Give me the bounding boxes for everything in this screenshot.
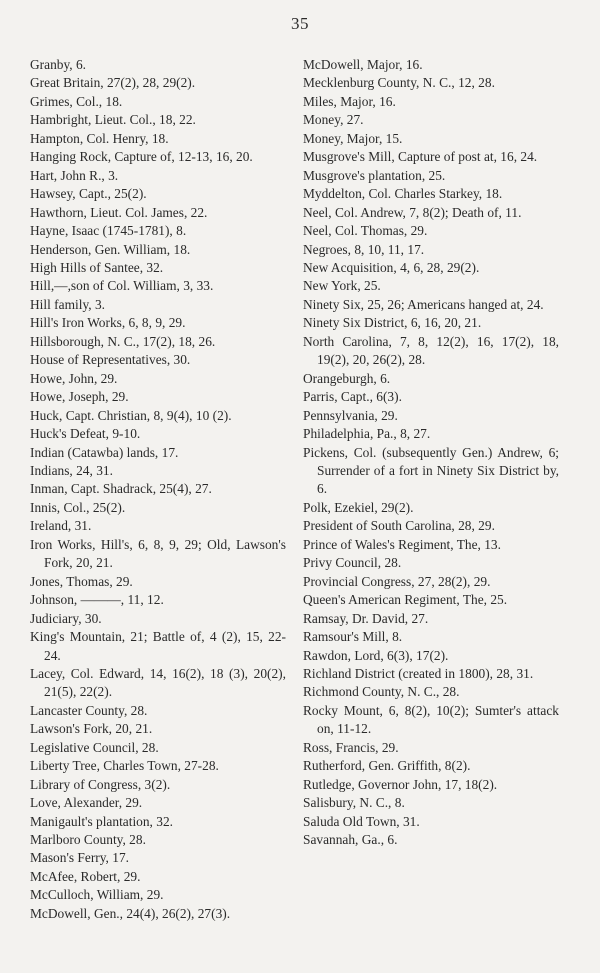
index-column-right bbox=[303, 56, 559, 849]
index-entry: Saluda Old Town, 31. bbox=[303, 813, 420, 829]
index-entry: Ramsour's Mill, 8. bbox=[303, 629, 403, 645]
index-entry: King's Mountain, 21; Battle of, 4 (2), 15, 22-24. bbox=[30, 629, 286, 663]
index-entry: Queen's American Regiment, The, 25. bbox=[303, 592, 508, 608]
index-entry: Richmond County, N. C., 28. bbox=[303, 684, 460, 700]
index-entry: Negroes, 8, 10, 11, 17. bbox=[303, 241, 425, 257]
index-entry: Granby, 6. bbox=[30, 57, 87, 72]
index-entry: Grimes, Col., 18. bbox=[30, 93, 123, 109]
index-entry: Howe, John, 29. bbox=[30, 370, 118, 386]
index-entry: Richland District (created in 1800), 28, 31. bbox=[303, 665, 534, 681]
index-entry: McCulloch, William, 29. bbox=[30, 887, 164, 903]
index-entry: Neel, Col. Andrew, 7, 8(2); Death of, 11. bbox=[303, 204, 522, 220]
index-entry: Hayne, Isaac (1745-1781), 8. bbox=[30, 223, 187, 239]
index-entry: Privy Council, 28. bbox=[303, 555, 402, 571]
index-entry: Ninety Six District, 6, 16, 20, 21. bbox=[303, 315, 482, 331]
index-entry: Jones, Thomas, 29. bbox=[30, 573, 133, 589]
index-entry: Legislative Council, 28. bbox=[30, 739, 159, 755]
index-entry: Philadelphia, Pa., 8, 27. bbox=[303, 426, 431, 442]
index-entry: New York, 25. bbox=[303, 278, 381, 294]
index-entry: Hanging Rock, Capture of, 12-13, 16, 20. bbox=[30, 149, 253, 165]
index-entry: Inman, Capt. Shadrack, 25(4), 27. bbox=[30, 481, 212, 497]
index-entry: Lancaster County, 28. bbox=[30, 702, 148, 718]
index-entry: Library of Congress, 3(2). bbox=[30, 776, 171, 792]
index-entry: Pennsylvania, 29. bbox=[303, 407, 398, 423]
index-entry: Pickens, Col. (subsequently Gen.) Andrew, 6; Surrender of a fort in Ninety Six District by, 6. bbox=[303, 444, 559, 497]
index-entry: Mecklenburg County, N. C., 12, 28. bbox=[303, 75, 495, 91]
index-entry: Manigault's plantation, 32. bbox=[30, 813, 173, 829]
index-entry: Ireland, 31. bbox=[30, 518, 92, 534]
index-entry: Huck, Capt. Christian, 8, 9(4), 10 (2). bbox=[30, 407, 232, 423]
index-entry: Provincial Congress, 27, 28(2), 29. bbox=[303, 573, 491, 589]
index-entry: Marlboro County, 28. bbox=[30, 832, 146, 848]
index-entry: Rutherford, Gen. Griffith, 8(2). bbox=[303, 758, 471, 774]
index-entry: Great Britain, 27(2), 28, 29(2). bbox=[30, 75, 196, 91]
index-entry: Myddelton, Col. Charles Starkey, 18. bbox=[303, 186, 503, 202]
index-entry: Miles, Major, 16. bbox=[303, 93, 396, 109]
index-entry: New Acquisition, 4, 6, 28, 29(2). bbox=[303, 259, 480, 275]
index-entry: Hampton, Col. Henry, 18. bbox=[30, 130, 169, 146]
index-entry: Ninety Six, 25, 26; Americans hanged at, 24. bbox=[303, 296, 544, 312]
index-entry: House of Representatives, 30. bbox=[30, 352, 191, 368]
index-entry: North Carolina, 7, 8, 12(2), 16, 17(2), 18, 19(2), 20, 26(2), 28. bbox=[303, 333, 559, 368]
index-entry: Love, Alexander, 29. bbox=[30, 795, 143, 811]
index-entry: Salisbury, N. C., 8. bbox=[303, 795, 405, 811]
index-entry: Henderson, Gen. William, 18. bbox=[30, 241, 191, 257]
index-entry: Parris, Capt., 6(3). bbox=[303, 389, 402, 405]
index-entry: Hill family, 3. bbox=[30, 296, 106, 312]
index-entry: Lacey, Col. Edward, 14, 16(2), 18 (3), 20(2), 21(5), 22(2). bbox=[30, 665, 286, 700]
index-entry: Polk, Ezekiel, 29(2). bbox=[303, 499, 414, 515]
index-entry: Liberty Tree, Charles Town, 27-28. bbox=[30, 758, 219, 774]
index-entry: Indian (Catawba) lands, 17. bbox=[30, 444, 179, 460]
index-entry: Howe, Joseph, 29. bbox=[30, 389, 129, 405]
index-entry: Hill's Iron Works, 6, 8, 9, 29. bbox=[30, 315, 186, 331]
index-entry: Iron Works, Hill's, 6, 8, 9, 29; Old, Lawson's Fork, 20, 21. bbox=[30, 536, 286, 571]
index-entry: McDowell, Major, 16. bbox=[303, 57, 423, 72]
index-entry: Rutledge, Governor John, 17, 18(2). bbox=[303, 776, 498, 792]
index-entry: Judiciary, 30. bbox=[30, 610, 102, 626]
index-entry: Ross, Francis, 29. bbox=[303, 739, 399, 755]
index-entry: Money, Major, 15. bbox=[303, 130, 403, 146]
index-entry: McAfee, Robert, 29. bbox=[30, 868, 141, 884]
index-entry: Hart, John R., 3. bbox=[30, 167, 119, 183]
index-entry: Hawsey, Capt., 25(2). bbox=[30, 186, 147, 202]
index-entry: Orangeburgh, 6. bbox=[303, 370, 391, 386]
index-entry: Mason's Ferry, 17. bbox=[30, 850, 129, 866]
index-entry: Lawson's Fork, 20, 21. bbox=[30, 721, 153, 737]
index-entry: Johnson, ———, 11, 12. bbox=[30, 592, 164, 608]
page-number: 35 bbox=[291, 14, 309, 33]
index-entry: Rawdon, Lord, 6(3), 17(2). bbox=[303, 647, 449, 663]
index-entry: Musgrove's Mill, Capture of post at, 16, 24. bbox=[303, 149, 538, 165]
index-entry: Ramsay, Dr. David, 27. bbox=[303, 610, 429, 626]
index-entry: Neel, Col. Thomas, 29. bbox=[303, 223, 428, 239]
index-entry: Hill,—,son of Col. William, 3, 33. bbox=[30, 278, 214, 294]
index-entry: Indians, 24, 31. bbox=[30, 462, 113, 478]
index-entry: Huck's Defeat, 9-10. bbox=[30, 426, 141, 442]
index-column-left bbox=[30, 56, 286, 923]
index-entry: Money, 27. bbox=[303, 112, 364, 128]
index-entry: Hawthorn, Lieut. Col. James, 22. bbox=[30, 204, 208, 220]
index-entry: Musgrove's plantation, 25. bbox=[303, 167, 446, 183]
index-entry: Hillsborough, N. C., 17(2), 18, 26. bbox=[30, 333, 216, 349]
index-entry: Prince of Wales's Regiment, The, 13. bbox=[303, 536, 501, 552]
index-entry: Hambright, Lieut. Col., 18, 22. bbox=[30, 112, 196, 128]
index-entry: Innis, Col., 25(2). bbox=[30, 499, 126, 515]
index-entry: McDowell, Gen., 24(4), 26(2), 27(3). bbox=[30, 905, 231, 921]
index-entry: President of South Carolina, 28, 29. bbox=[303, 518, 495, 534]
index-entry: Rocky Mount, 6, 8(2), 10(2); Sumter's attack on, 11-12. bbox=[303, 702, 559, 737]
index-entry: Savannah, Ga., 6. bbox=[303, 832, 398, 848]
index-entry: High Hills of Santee, 32. bbox=[30, 259, 164, 275]
